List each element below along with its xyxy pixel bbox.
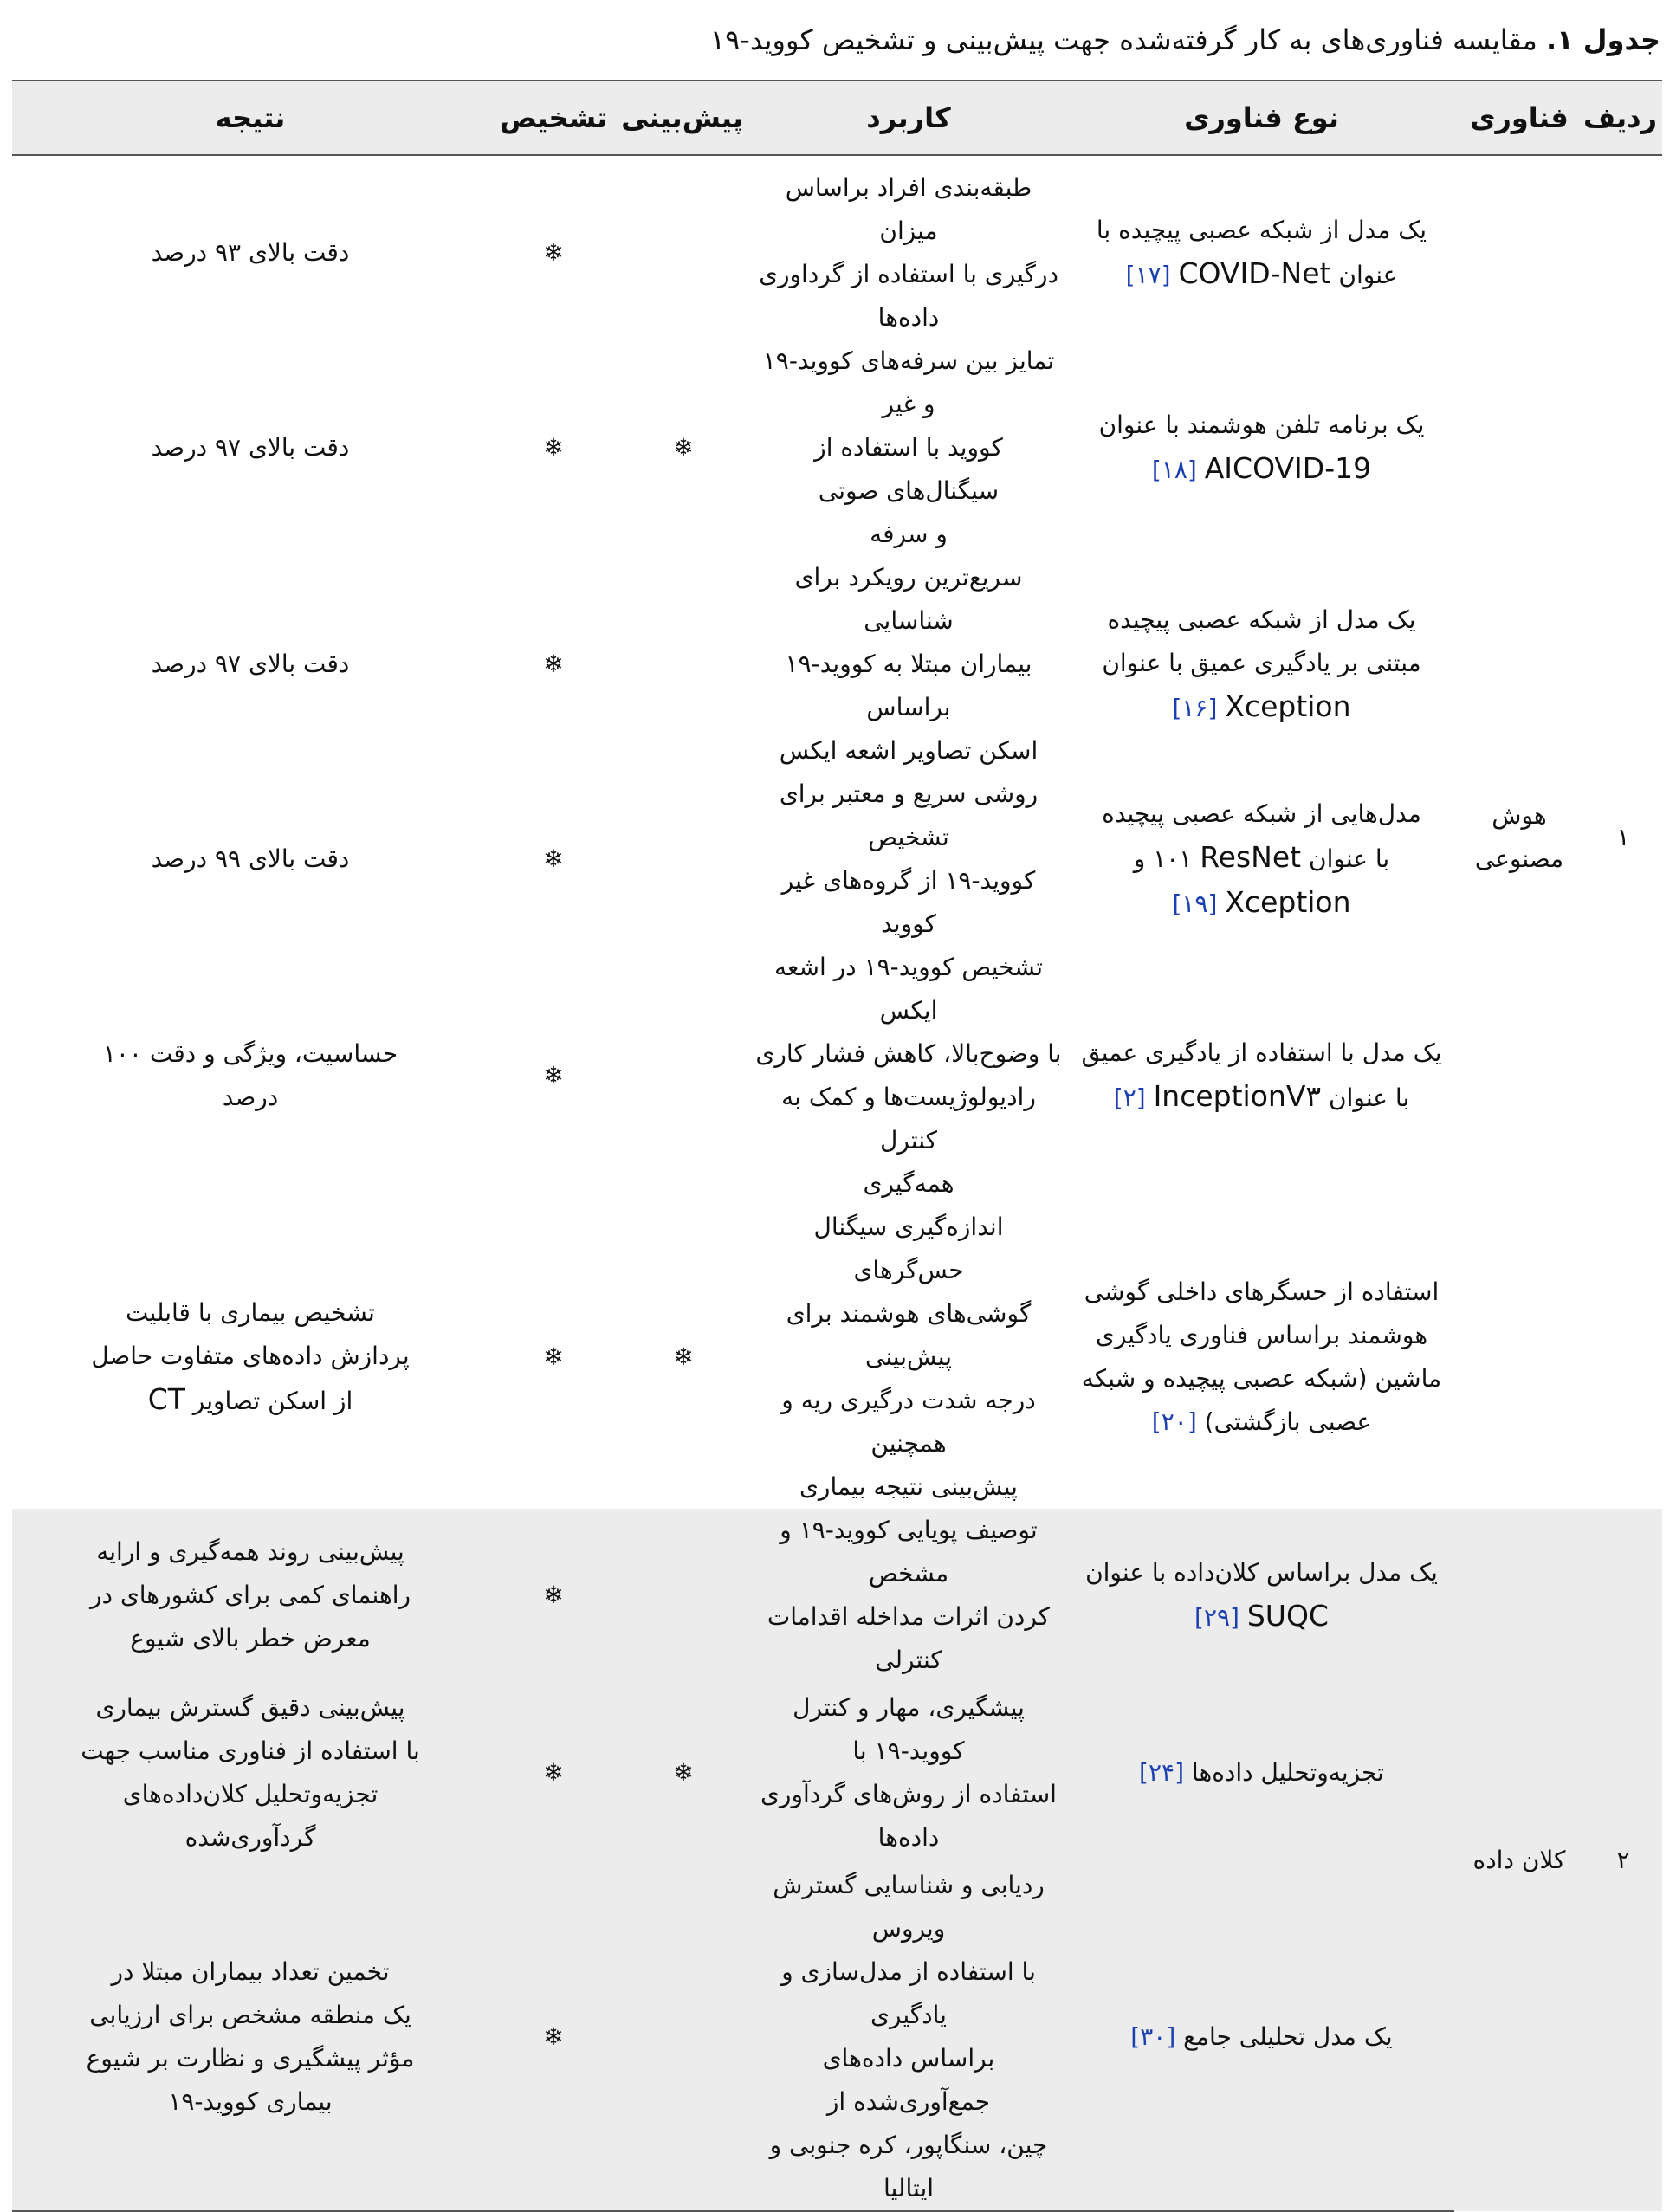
tech-type-text: یک مدل تحلیلی جامع (1183, 2022, 1393, 2051)
application-line: با استفاده از مدل‌سازی و یادگیری (781, 1957, 1036, 2029)
tech-type-text: تجزیه‌وتحلیل داده‌ها (1191, 1758, 1384, 1787)
result-line: پیش‌بینی دقیق گسترش بیماری (95, 1693, 405, 1722)
tech-type-text: عصبی بازگشتی) (1204, 1407, 1372, 1436)
application-line: ردیابی و شناسایی گسترش ویروس (773, 1871, 1045, 1943)
result-text: از اسکن تصاویر (192, 1387, 353, 1415)
application-line: استفاده از روش‌های گردآوری داده‌ها (760, 1780, 1057, 1852)
application-cell (748, 166, 1069, 340)
tech-type-line: ماشین (شبکه عصبی پیچیده و شبکه (1081, 1364, 1442, 1393)
table-row (12, 340, 1662, 556)
group-index-cell: ۱ (1616, 823, 1630, 851)
result-line: معرض خطر بالای شیوع (130, 1624, 371, 1653)
prediction-mark (618, 946, 748, 1206)
application-line: پیش‌بینی نتیجه بیماری (799, 1472, 1018, 1501)
tech-type-line: یک مدل با استفاده از یادگیری عمیق (1081, 1038, 1442, 1067)
table-caption (32, 16, 1660, 64)
citation-link[interactable]: [۳۰] (1130, 2022, 1176, 2051)
diagnosis-mark: ❄ (489, 1509, 618, 1682)
tech-type-text: با عنوان (1309, 844, 1390, 873)
result-line: حساسیت، ویژگی و دقت ۱۰۰ (102, 1039, 398, 1068)
tech-type-text: عنوان (1338, 261, 1398, 289)
result-cell (12, 1206, 489, 1509)
group-artificial-intelligence (12, 155, 1662, 1509)
table-row (12, 1509, 1662, 1682)
application-cell (748, 1682, 1069, 1864)
application-line: طبقه‌بندی افراد براساس میزان (785, 173, 1032, 245)
result-line: دقت بالای ۹۹ درصد (151, 844, 350, 873)
diagnosis-mark: ❄ (543, 238, 564, 267)
prediction-mark: ❄ (673, 433, 694, 462)
application-line: کردن اثرات مداخله اقدامات کنترلی (767, 1602, 1051, 1674)
tech-type-text: ۱۰۱ و (1133, 844, 1193, 873)
application-line: روشی سریع و معتبر برای تشخیص (779, 779, 1039, 851)
comparison-table (12, 80, 1662, 2212)
result-cell (12, 1682, 489, 1864)
table-row (12, 773, 1662, 946)
citation-link[interactable]: [۱۶] (1172, 694, 1218, 722)
tech-type-line: مدل‌هایی از شبکه عصبی پیچیده (1102, 799, 1421, 828)
header-result: نتیجه (12, 81, 489, 155)
result-cell (12, 340, 489, 556)
application-line: گوشی‌های هوشمند برای پیش‌بینی (786, 1299, 1032, 1371)
diagnosis-mark: ❄ (543, 1342, 564, 1371)
tech-name: Xception (1225, 885, 1351, 919)
result-line: پردازش داده‌های متفاوت حاصل (91, 1342, 410, 1370)
prediction-mark (618, 166, 748, 340)
tech-type-line: هوشمند براساس فناوری یادگیری (1095, 1321, 1428, 1349)
prediction-mark: ❄ (618, 1682, 748, 1864)
result-line: مؤثر پیشگیری و نظارت بر شیوع (86, 2044, 415, 2073)
tech-name: SUQC (1246, 1599, 1329, 1633)
application-cell (748, 1206, 1069, 1509)
group-big-data (12, 1509, 1662, 2211)
table-row (12, 1682, 1662, 1864)
group-index-cell: ۲ (1584, 1509, 1662, 2211)
result-line: دقت بالای ۹۷ درصد (151, 433, 350, 462)
result-cell (12, 773, 489, 946)
tech-type-line: یک مدل براساس کلان‌داده با عنوان (1085, 1558, 1438, 1587)
result-latin: CT (147, 1382, 185, 1416)
application-line: درجه شدت درگیری ریه و همچنین (781, 1386, 1036, 1458)
tech-type-cell (1069, 166, 1454, 340)
tech-type-cell (1069, 773, 1454, 946)
result-line: تجزیه‌وتحلیل کلان‌داده‌های (122, 1780, 379, 1808)
application-cell (748, 1509, 1069, 1682)
table-header-row (12, 81, 1662, 155)
tech-name: COVID-Net (1178, 256, 1331, 290)
result-line: درصد (222, 1083, 279, 1111)
result-line: یک منطقه مشخص برای ارزیابی (89, 2001, 411, 2029)
result-cell (12, 946, 489, 1206)
tech-type-line: یک مدل از شبکه عصبی پیچیده با (1096, 216, 1427, 244)
tech-type-text: با عنوان (1329, 1083, 1410, 1112)
citation-link[interactable]: [۱۷] (1125, 261, 1171, 289)
tech-type-cell (1069, 1206, 1454, 1509)
application-line: چین، سنگاپور، کره جنوبی و ایتالیا (769, 2131, 1048, 2202)
diagnosis-mark: ❄ (543, 1061, 564, 1090)
header-prediction: پیش‌بینی (618, 81, 748, 155)
application-line: تمایز بین سرفه‌های کووید-۱۹ و غیر (762, 346, 1055, 418)
prediction-mark (618, 556, 748, 773)
tech-type-cell (1069, 946, 1454, 1206)
group-technology-cell (1454, 1509, 1584, 2211)
header-application: کاربرد (748, 81, 1069, 155)
table-row (12, 1206, 1662, 1509)
diagnosis-mark: ❄ (543, 650, 564, 678)
header-tech-type: نوع فناوری (1069, 81, 1454, 155)
header-index: ردیف (1584, 81, 1662, 155)
application-cell (748, 1864, 1069, 2211)
table-row (12, 556, 1662, 773)
application-line: کووید با استفاده از سیگنال‌های صوتی (814, 433, 1003, 505)
application-line: درگیری با استفاده از گرداوری داده‌ها (759, 260, 1058, 332)
application-line: سریع‌ترین رویکرد برای شناسایی (794, 563, 1023, 635)
result-line: دقت بالای ۹۷ درصد (151, 650, 350, 678)
application-line: با وضوح‌بالا، کاهش فشار کاری (755, 1039, 1062, 1068)
prediction-mark (618, 1864, 748, 2211)
application-line: تشخیص کووید-۱۹ در اشعه ایکس (773, 953, 1044, 1025)
citation-link[interactable]: [۲۴] (1139, 1758, 1184, 1787)
citation-link[interactable]: [۲۹] (1194, 1603, 1239, 1632)
application-cell (748, 556, 1069, 773)
tech-type-line: مبتنی بر یادگیری عمیق با عنوان (1102, 649, 1421, 677)
tech-name: Xception (1225, 689, 1351, 723)
application-cell (748, 340, 1069, 556)
tech-name: InceptionV۳ (1153, 1079, 1322, 1113)
diagnosis-mark: ❄ (543, 844, 564, 873)
diagnosis-mark: ❄ (543, 433, 564, 462)
application-line: توصیف پویایی کووید-۱۹ و مشخص (780, 1516, 1038, 1588)
result-line: تشخیص بیماری با قابلیت (126, 1298, 375, 1327)
citation-link[interactable]: [۲] (1113, 1083, 1146, 1112)
application-cell (748, 946, 1069, 1206)
application-line: اندازه‌گیری سیگنال حس‌گرهای (813, 1213, 1004, 1284)
result-line: پیش‌بینی روند همه‌گیری و ارایه (96, 1537, 404, 1566)
tech-type-cell (1069, 556, 1454, 773)
diagnosis-mark: ❄ (489, 1864, 618, 2211)
result-cell (12, 556, 489, 773)
result-line: بیماری کووید-۱۹ (168, 2087, 333, 2116)
technology-line: هوش (1492, 801, 1547, 830)
citation-link[interactable]: [۲۰] (1151, 1407, 1197, 1436)
application-line: و سرفه (870, 520, 948, 548)
tech-type-cell (1069, 1509, 1454, 1682)
tech-type-cell (1069, 1682, 1454, 1864)
application-line: براساس داده‌های جمع‌آوری‌شده از (822, 2044, 995, 2116)
caption-text: مقایسه فناوری‌های به کار گرفته‌شده جهت پیش‌بینی و تشخیص کووید-۱۹ (709, 23, 1537, 56)
prediction-mark: ❄ (673, 1342, 694, 1371)
application-line: پیشگیری، مهار و کنترل کووید-۱۹ با (793, 1693, 1025, 1765)
tech-type-line: استفاده از حسگرهای داخلی گوشی (1084, 1277, 1440, 1306)
result-line: تخمین تعداد بیماران مبتلا در (111, 1957, 390, 1986)
result-line: دقت بالای ۹۳ درصد (151, 238, 350, 267)
group-technology-cell (1454, 166, 1584, 1509)
table-row (12, 946, 1662, 1206)
tech-type-cell (1069, 1864, 1454, 2211)
tech-type-cell (1069, 340, 1454, 556)
application-line: همه‌گیری (863, 1169, 954, 1198)
application-cell (748, 773, 1069, 946)
technology-line: کلان داده (1472, 1845, 1566, 1874)
result-line: راهنمای کمی برای کشورهای در (89, 1581, 411, 1609)
tech-name: AICOVID-19 (1204, 451, 1372, 485)
application-line: رادیولوژیست‌ها و کمک به کنترل (781, 1083, 1036, 1155)
application-line: اسکن تصاویر اشعه ایکس (779, 736, 1039, 765)
citation-link[interactable]: [۱۸] (1151, 456, 1197, 484)
citation-link[interactable]: [۱۹] (1172, 889, 1218, 918)
technology-line: مصنوعی (1474, 844, 1564, 873)
result-cell (12, 166, 489, 340)
result-line: گردآوری‌شده (184, 1823, 316, 1852)
caption-label: جدول ۱. (1545, 23, 1660, 56)
tech-type-line: یک مدل از شبکه عصبی پیچیده (1107, 605, 1416, 634)
result-cell (12, 1864, 489, 2211)
application-line: کووید-۱۹ از گروه‌های غیر کووید (781, 866, 1036, 938)
result-line: با استفاده از فناوری مناسب جهت (81, 1737, 420, 1765)
tech-type-line: یک برنامه تلفن هوشمند با عنوان (1098, 411, 1425, 439)
diagnosis-mark: ❄ (489, 1682, 618, 1864)
result-cell (12, 1509, 489, 1682)
prediction-mark (618, 773, 748, 946)
header-diagnosis: تشخیص (489, 81, 618, 155)
tech-name: ResNet (1200, 840, 1302, 874)
application-line: بیماران مبتلا به کووید-۱۹ براساس (785, 650, 1032, 721)
header-technology: فناوری (1454, 81, 1584, 155)
table-row (12, 1864, 1662, 2211)
table-row (12, 166, 1662, 340)
prediction-mark (618, 1509, 748, 1682)
